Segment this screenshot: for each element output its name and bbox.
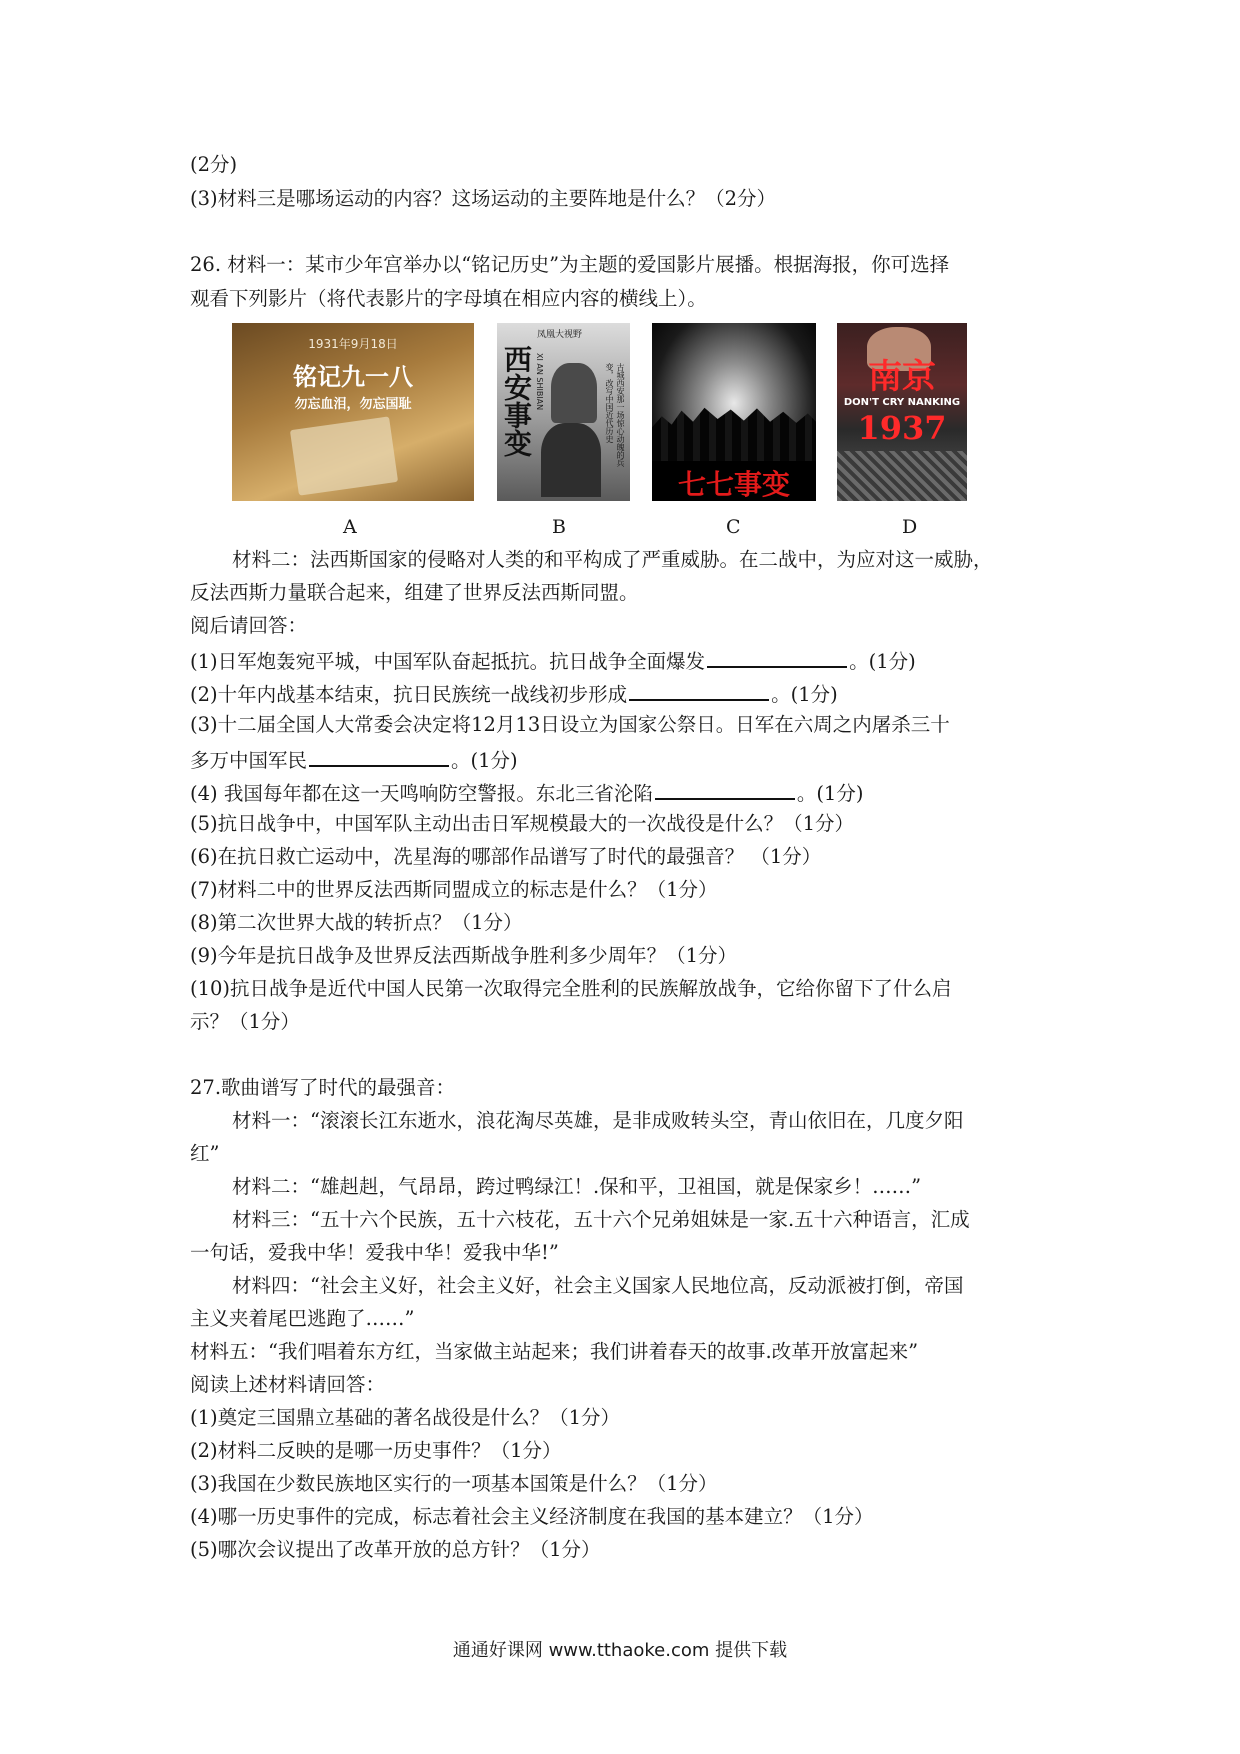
answer-blank-1[interactable]	[707, 646, 847, 668]
material-2: 材料二：法西斯国家的侵略对人类的和平构成了严重威胁。在二战中，为应对这一威胁，	[232, 548, 993, 571]
question-25-3: (3)材料三是哪场运动的内容？这场运动的主要阵地是什么？（2分）	[190, 187, 777, 210]
answer-blank-3[interactable]	[309, 745, 449, 767]
question-26-intro-cont: 观看下列影片（将代表影片的字母填在相应内容的横线上）。	[190, 287, 707, 310]
question-27-3: (3)我国在少数民族地区实行的一项基本国策是什么？（1分）	[190, 1472, 718, 1495]
footer-source: 通通好课网 www.tthaoke.com 提供下载	[452, 1640, 788, 1661]
instruction: 阅后请回答：	[190, 614, 308, 637]
material-2-cont: 反法西斯力量联合起来，组建了世界反法西斯同盟。	[190, 581, 639, 604]
q26-4-score: 。(1分)	[796, 782, 864, 805]
q27-material-3: 材料三：“五十六个民族，五十六枝花，五十六个兄弟姐妹是一家.五十六种语言，汇成	[232, 1208, 970, 1231]
question-27-5: (5)哪次会议提出了改革开放的总方针？（1分）	[190, 1538, 601, 1561]
poster-d	[837, 323, 967, 501]
question-26-2	[190, 679, 838, 708]
question-26-1	[190, 646, 916, 675]
poster-a-label: A	[343, 516, 357, 538]
answer-blank-2[interactable]	[629, 679, 769, 701]
question-26-5: (5)抗日战争中，中国军队主动出击日军规模最大的一次战役是什么？（1分）	[190, 812, 855, 835]
question-26-6: (6)在抗日救亡运动中，冼星海的哪部作品谱写了时代的最强音？ （1分）	[190, 845, 822, 868]
question-26-8: (8)第二次世界大战的转折点？（1分）	[190, 911, 523, 934]
question-26-9: (9)今年是抗日战争及世界反法西斯战争胜利多少周年？（1分）	[190, 944, 738, 967]
q26-2-score: 。(1分)	[771, 683, 838, 706]
question-27-title: 27.歌曲谱写了时代的最强音：	[190, 1076, 456, 1099]
poster-c-title: 七七事变	[677, 468, 790, 501]
text-line: (2分)	[190, 153, 238, 176]
q27-material-1: 材料一：“滚滚长江东逝水，浪花淘尽英雄，是非成败转头空，青山依旧在，几度夕阳	[232, 1109, 964, 1132]
question-26-intro: 26. 材料一：某市少年宫举办以“铭记历史”为主题的爱国影片展播。根据海报，你可选择	[190, 253, 950, 276]
poster-d-title: 南京	[868, 357, 936, 397]
q27-material-3-cont: 一句话，爱我中华！爱我中华！爱我中华!”	[190, 1241, 559, 1264]
q26-2-text: (2)十年内战基本结束，抗日民族统一战线初步形成	[190, 683, 628, 706]
poster-d-year: 1937	[857, 409, 947, 447]
answer-blank-4[interactable]	[655, 778, 795, 800]
poster-c-label: C	[726, 516, 741, 538]
poster-d-label: D	[902, 516, 918, 538]
question-27-2: (2)材料二反映的是哪一历史事件？（1分）	[190, 1439, 562, 1462]
q27-material-4-cont: 主义夹着尾巴逃跑了……”	[190, 1307, 415, 1330]
q26-1-score: 。(1分)	[849, 650, 916, 673]
q26-4-text: (4) 我国每年都在这一天鸣响防空警报。东北三省沦陷	[190, 782, 653, 805]
poster-c	[652, 323, 816, 501]
poster-d-subtitle: DON'T CRY NANKING	[843, 397, 961, 408]
poster-b-side: 古城西安那一场惊心动魄的兵变，改写中国近代历史	[605, 363, 625, 467]
poster-b-tag: 凤凰大视野	[537, 330, 583, 340]
question-26-7: (7)材料二中的世界反法西斯同盟成立的标志是什么？（1分）	[190, 878, 718, 901]
poster-a-title: 铭记九一八	[293, 363, 413, 391]
poster-d-crowd	[837, 451, 967, 501]
poster-b	[497, 323, 630, 501]
poster-b-figure2	[541, 423, 601, 497]
poster-a-slogan: 勿忘血泪，勿忘国耻	[294, 397, 412, 412]
question-27-1: (1)奠定三国鼎立基础的著名战役是什么？（1分）	[190, 1406, 621, 1429]
q26-3-score: 。(1分)	[451, 749, 518, 772]
q27-material-4: 材料四：“社会主义好，社会主义好，社会主义国家人民地位高，反动派被打倒，帝国	[232, 1274, 964, 1297]
question-27-4: (4)哪一历史事件的完成，标志着社会主义经济制度在我国的基本建立？（1分）	[190, 1505, 874, 1528]
poster-b-title: 西安事变	[500, 345, 533, 457]
q27-instruction: 阅读上述材料请回答：	[190, 1373, 386, 1396]
q27-material-1-cont: 红”	[190, 1142, 220, 1165]
poster-c-silhouettes	[652, 405, 816, 461]
q27-material-2: 材料二：“雄赳赳，气昂昂，跨过鸭绿江！.保和平，卫祖国，就是保家乡！……”	[232, 1175, 922, 1198]
poster-a	[232, 323, 474, 501]
poster-b-figure	[551, 363, 597, 423]
poster-b-label: B	[552, 516, 566, 538]
poster-a-paper	[290, 416, 398, 495]
poster-a-date: 1931年9月18日	[308, 337, 398, 351]
q27-material-5: 材料五：“我们唱着东方红，当家做主站起来；我们讲着春天的故事.改革开放富起来”	[190, 1340, 919, 1363]
q26-1-text: (1)日军炮轰宛平城，中国军队奋起抵抗。抗日战争全面爆发	[190, 650, 706, 673]
poster-b-pinyin: XI AN SHIBIAN	[535, 353, 544, 411]
q26-3-text: 多万中国军民	[190, 749, 308, 772]
question-26-4	[190, 778, 863, 807]
question-26-3: (3)十二届全国人大常委会决定将12月13日设立为国家公祭日。日军在六周之内屠杀三十	[190, 713, 950, 736]
question-26-3-cont	[190, 745, 518, 774]
question-26-10-cont: 示？（1分）	[190, 1010, 300, 1033]
question-26-10: (10)抗日战争是近代中国人民第一次取得完全胜利的民族解放战争，它给你留下了什么启	[190, 977, 952, 1000]
